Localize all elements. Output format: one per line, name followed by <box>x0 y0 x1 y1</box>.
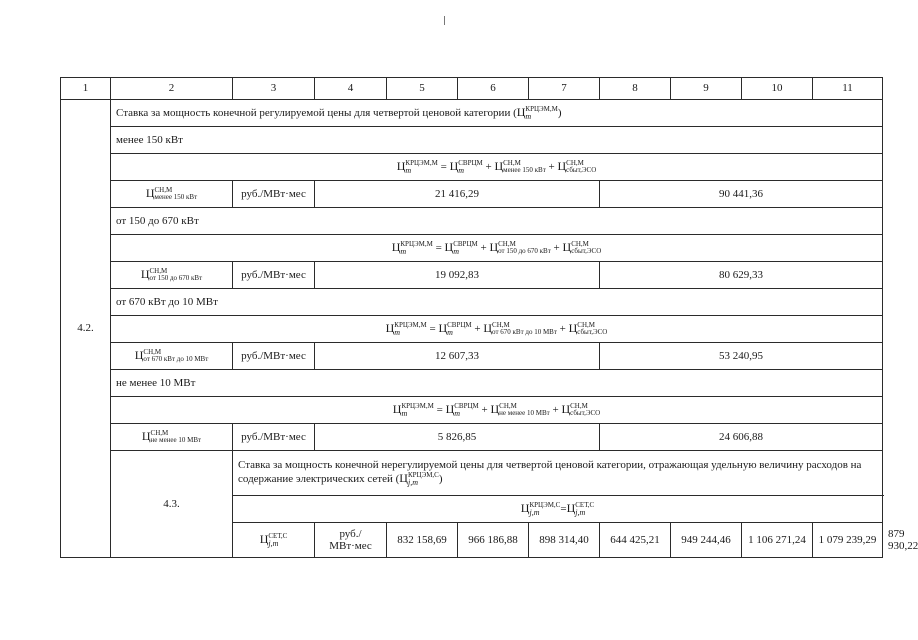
symbol-base: Ц <box>566 500 576 515</box>
formula-row <box>61 235 883 262</box>
value-row <box>61 343 883 370</box>
formula <box>111 154 883 181</box>
value-cell: 53 240,95 <box>600 343 883 370</box>
unit-cell: руб./МВт·мес <box>233 181 315 208</box>
symbol-base: Ц <box>396 158 406 173</box>
symbol-sub: менее 150 кВт <box>503 166 546 174</box>
plus-sign: + <box>559 322 566 335</box>
row-symbol <box>233 523 315 558</box>
col-header: 10 <box>742 78 813 100</box>
symbol-sub: m <box>453 246 459 256</box>
formula-row <box>61 316 883 343</box>
row-symbol <box>111 424 233 451</box>
symbol-sub: от 150 до 670 кВт <box>498 247 551 255</box>
symbol-sub: m <box>394 327 401 337</box>
formula <box>233 496 883 523</box>
group-label: менее 150 кВт <box>111 127 883 154</box>
symbol-sub: сбыт,ЭСО <box>570 409 601 417</box>
section-4-3-title-row <box>61 451 883 496</box>
symbol-sup: СН,М <box>150 429 169 438</box>
symbol-sup: СН,М <box>503 159 521 167</box>
col-header: 2 <box>111 78 233 100</box>
value-row <box>61 424 883 451</box>
value-cell: 5 826,85 <box>315 424 600 451</box>
row-symbol <box>111 262 233 289</box>
row-symbol <box>111 181 233 208</box>
symbol-base: Ц <box>399 470 408 485</box>
symbol-sup: КРЦЭМ,М <box>400 239 433 248</box>
symbol-sup: СН,М <box>566 159 584 167</box>
col-header: 6 <box>458 78 529 100</box>
group-label: не менее 10 МВт <box>111 370 883 397</box>
symbol-sub: m <box>401 408 408 418</box>
symbol-base: Ц <box>568 320 578 335</box>
symbol-sup: СЕТ,С <box>575 500 595 509</box>
symbol-sub: сбыт,ЭСО <box>577 328 608 336</box>
symbol-sub: менее 150 кВт <box>154 193 198 202</box>
value-cell: 966 186,88 <box>458 523 529 558</box>
symbol-sub: j,m <box>407 477 418 487</box>
col-header: 1 <box>61 78 111 100</box>
symbol-sub: сбыт,ЭСО <box>571 247 602 255</box>
symbol-base: Ц <box>134 347 144 362</box>
plus-sign: + <box>481 403 488 416</box>
formula-row <box>61 397 883 424</box>
formula <box>111 235 883 262</box>
plus-sign: + <box>548 160 555 173</box>
col-header: 4 <box>315 78 387 100</box>
value-cell: 644 425,21 <box>600 523 671 558</box>
symbol-sup: СВРЦМ <box>458 158 483 167</box>
header-row <box>61 78 883 100</box>
symbol-sup: СН,М <box>143 348 162 357</box>
value-cell: 19 092,83 <box>315 262 600 289</box>
symbol-sub: от 150 до 670 кВт <box>149 274 203 283</box>
symbol-sup: СЕТ,С <box>268 531 288 540</box>
symbol-sup: СВРЦМ <box>447 320 472 329</box>
group-label-row <box>61 289 883 316</box>
group-label: от 670 кВт до 10 МВт <box>111 289 883 316</box>
unit-cell: руб./МВт·мес <box>233 343 315 370</box>
group-label-row <box>61 127 883 154</box>
symbol-sup: СН,М <box>154 186 173 195</box>
symbol-base: Ц <box>520 500 530 515</box>
equals-sign: = <box>435 241 442 254</box>
value-cell: 898 314,40 <box>529 523 600 558</box>
symbol-sup: КРЦЭМ,М <box>525 104 558 113</box>
section-title-text: Ставка за мощность конечной нерегулируемой цены для четвертой ценовой категории, отражающая удельную величину расходов на содержание электрических сетей ( <box>238 459 862 485</box>
formula <box>111 397 883 424</box>
symbol-base: Ц <box>445 401 455 416</box>
group-label: от 150 до 670 кВт <box>111 208 883 235</box>
col-header: 8 <box>600 78 671 100</box>
symbol-base: Ц <box>141 428 151 443</box>
symbol-sub: m <box>454 408 461 418</box>
plus-sign: + <box>485 160 492 173</box>
symbol-sup: СН,М <box>577 321 595 329</box>
value-cell: 949 244,46 <box>671 523 742 558</box>
section-number: 4.2. <box>61 100 111 558</box>
unit-cell: руб./МВт·мес <box>233 262 315 289</box>
value-cell: 12 607,33 <box>315 343 600 370</box>
equals-sign: = <box>440 160 447 173</box>
symbol-sub: m <box>447 327 453 337</box>
value-cell: 1 106 271,24 <box>742 523 813 558</box>
symbol-sup: СН,М <box>499 402 517 410</box>
symbol-base: Ц <box>259 531 269 546</box>
section-title-close: ) <box>438 472 443 485</box>
symbol-base: Ц <box>391 239 401 254</box>
plus-sign: + <box>553 241 560 254</box>
section-title-text: Ставка за мощность конечной регулируемой цены для четвертой ценовой категории ( <box>116 106 517 119</box>
symbol-sub: m <box>525 111 532 121</box>
group-label-row <box>61 208 883 235</box>
symbol-sup: СН,М <box>492 321 510 329</box>
col-header: 9 <box>671 78 742 100</box>
section-title <box>233 451 883 496</box>
value-row: Ц СЕТ,С j,m руб./МВт·мес 832 158,69 966 186,88 898 314,40 644 425,21 949 244,46 1 106 271,24 1 079 239,29 879 930,22 <box>61 523 883 558</box>
value-cell: 90 441,36 <box>600 181 883 208</box>
symbol-base: Ц <box>494 158 504 173</box>
symbol-sup: КРЦЭМ,М <box>405 158 438 167</box>
formula <box>111 316 883 343</box>
symbol-sub: m <box>458 165 465 175</box>
value-cell: 80 629,33 <box>600 262 883 289</box>
equals-sign: = <box>429 322 436 335</box>
equals-sign: = <box>436 403 443 416</box>
symbol-sub: j,m <box>529 507 540 517</box>
symbol-sub: сбыт,ЭСО <box>566 166 597 174</box>
col-header: 5 <box>387 78 458 100</box>
symbol-sup: КРЦЭМ,С <box>529 500 561 509</box>
value-cell: 832 158,69 <box>387 523 458 558</box>
symbol-base: Ц <box>438 320 448 335</box>
group-label-row <box>61 370 883 397</box>
symbol-sup: СН,М <box>498 240 516 248</box>
symbol-sub: m <box>400 246 407 256</box>
symbol-sup: СВРЦМ <box>454 401 479 410</box>
symbol-sup: СН,М <box>571 240 589 248</box>
equals-sign: = <box>560 502 567 515</box>
value-cell: 21 416,29 <box>315 181 600 208</box>
symbol-sup: СВРЦМ <box>453 239 478 248</box>
col-header: 3 <box>233 78 315 100</box>
symbol-sub: не менее 10 МВт <box>499 409 550 417</box>
tariff-table <box>60 77 918 558</box>
formula-row <box>61 154 883 181</box>
symbol-base: Ц <box>557 158 567 173</box>
symbol-base: Ц <box>562 239 572 254</box>
symbol-sub: m <box>405 165 412 175</box>
row-symbol <box>111 343 233 370</box>
symbol-base: Ц <box>483 320 493 335</box>
symbol-sup: КРЦЭМ,С <box>407 470 439 479</box>
plus-sign: + <box>552 403 559 416</box>
section-4-2-title-row <box>61 100 883 127</box>
symbol-sub: j,m <box>268 538 279 548</box>
symbol-sub: j,m <box>575 507 586 517</box>
section-number: 4.3. <box>111 451 233 558</box>
unit-cell: руб./МВт·мес <box>233 424 315 451</box>
section-title <box>111 100 883 127</box>
symbol-base: Ц <box>516 104 526 119</box>
symbol-base: Ц <box>490 401 500 416</box>
col-header: 11 <box>813 78 883 100</box>
symbol-sup: СН,М <box>570 402 588 410</box>
symbol-base: Ц <box>145 185 155 200</box>
unit-cell: руб./МВт·мес <box>315 523 387 558</box>
symbol-sub: от 670 кВт до 10 МВт <box>492 328 557 336</box>
value-row <box>61 181 883 208</box>
symbol-base: Ц <box>392 401 402 416</box>
symbol-base: Ц <box>489 239 499 254</box>
value-row <box>61 262 883 289</box>
section-title-close: ) <box>557 106 562 119</box>
value-cell: 24 606,88 <box>600 424 883 451</box>
symbol-base: Ц <box>140 266 150 281</box>
symbol-sup: КРЦЭМ,М <box>401 401 434 410</box>
scan-mark <box>444 16 445 25</box>
col-header: 7 <box>529 78 600 100</box>
value-cell: 1 079 239,29 <box>813 523 883 558</box>
plus-sign: + <box>480 241 487 254</box>
symbol-sup: СН,М <box>149 267 168 276</box>
symbol-base: Ц <box>561 401 571 416</box>
symbol-base: Ц <box>449 158 459 173</box>
plus-sign: + <box>474 322 481 335</box>
symbol-sub: от 670 кВт до 10 МВт <box>143 355 209 364</box>
symbol-base: Ц <box>385 320 395 335</box>
symbol-sub: не менее 10 МВт <box>150 436 202 445</box>
symbol-sup: КРЦЭМ,М <box>394 320 427 329</box>
symbol-base: Ц <box>444 239 454 254</box>
